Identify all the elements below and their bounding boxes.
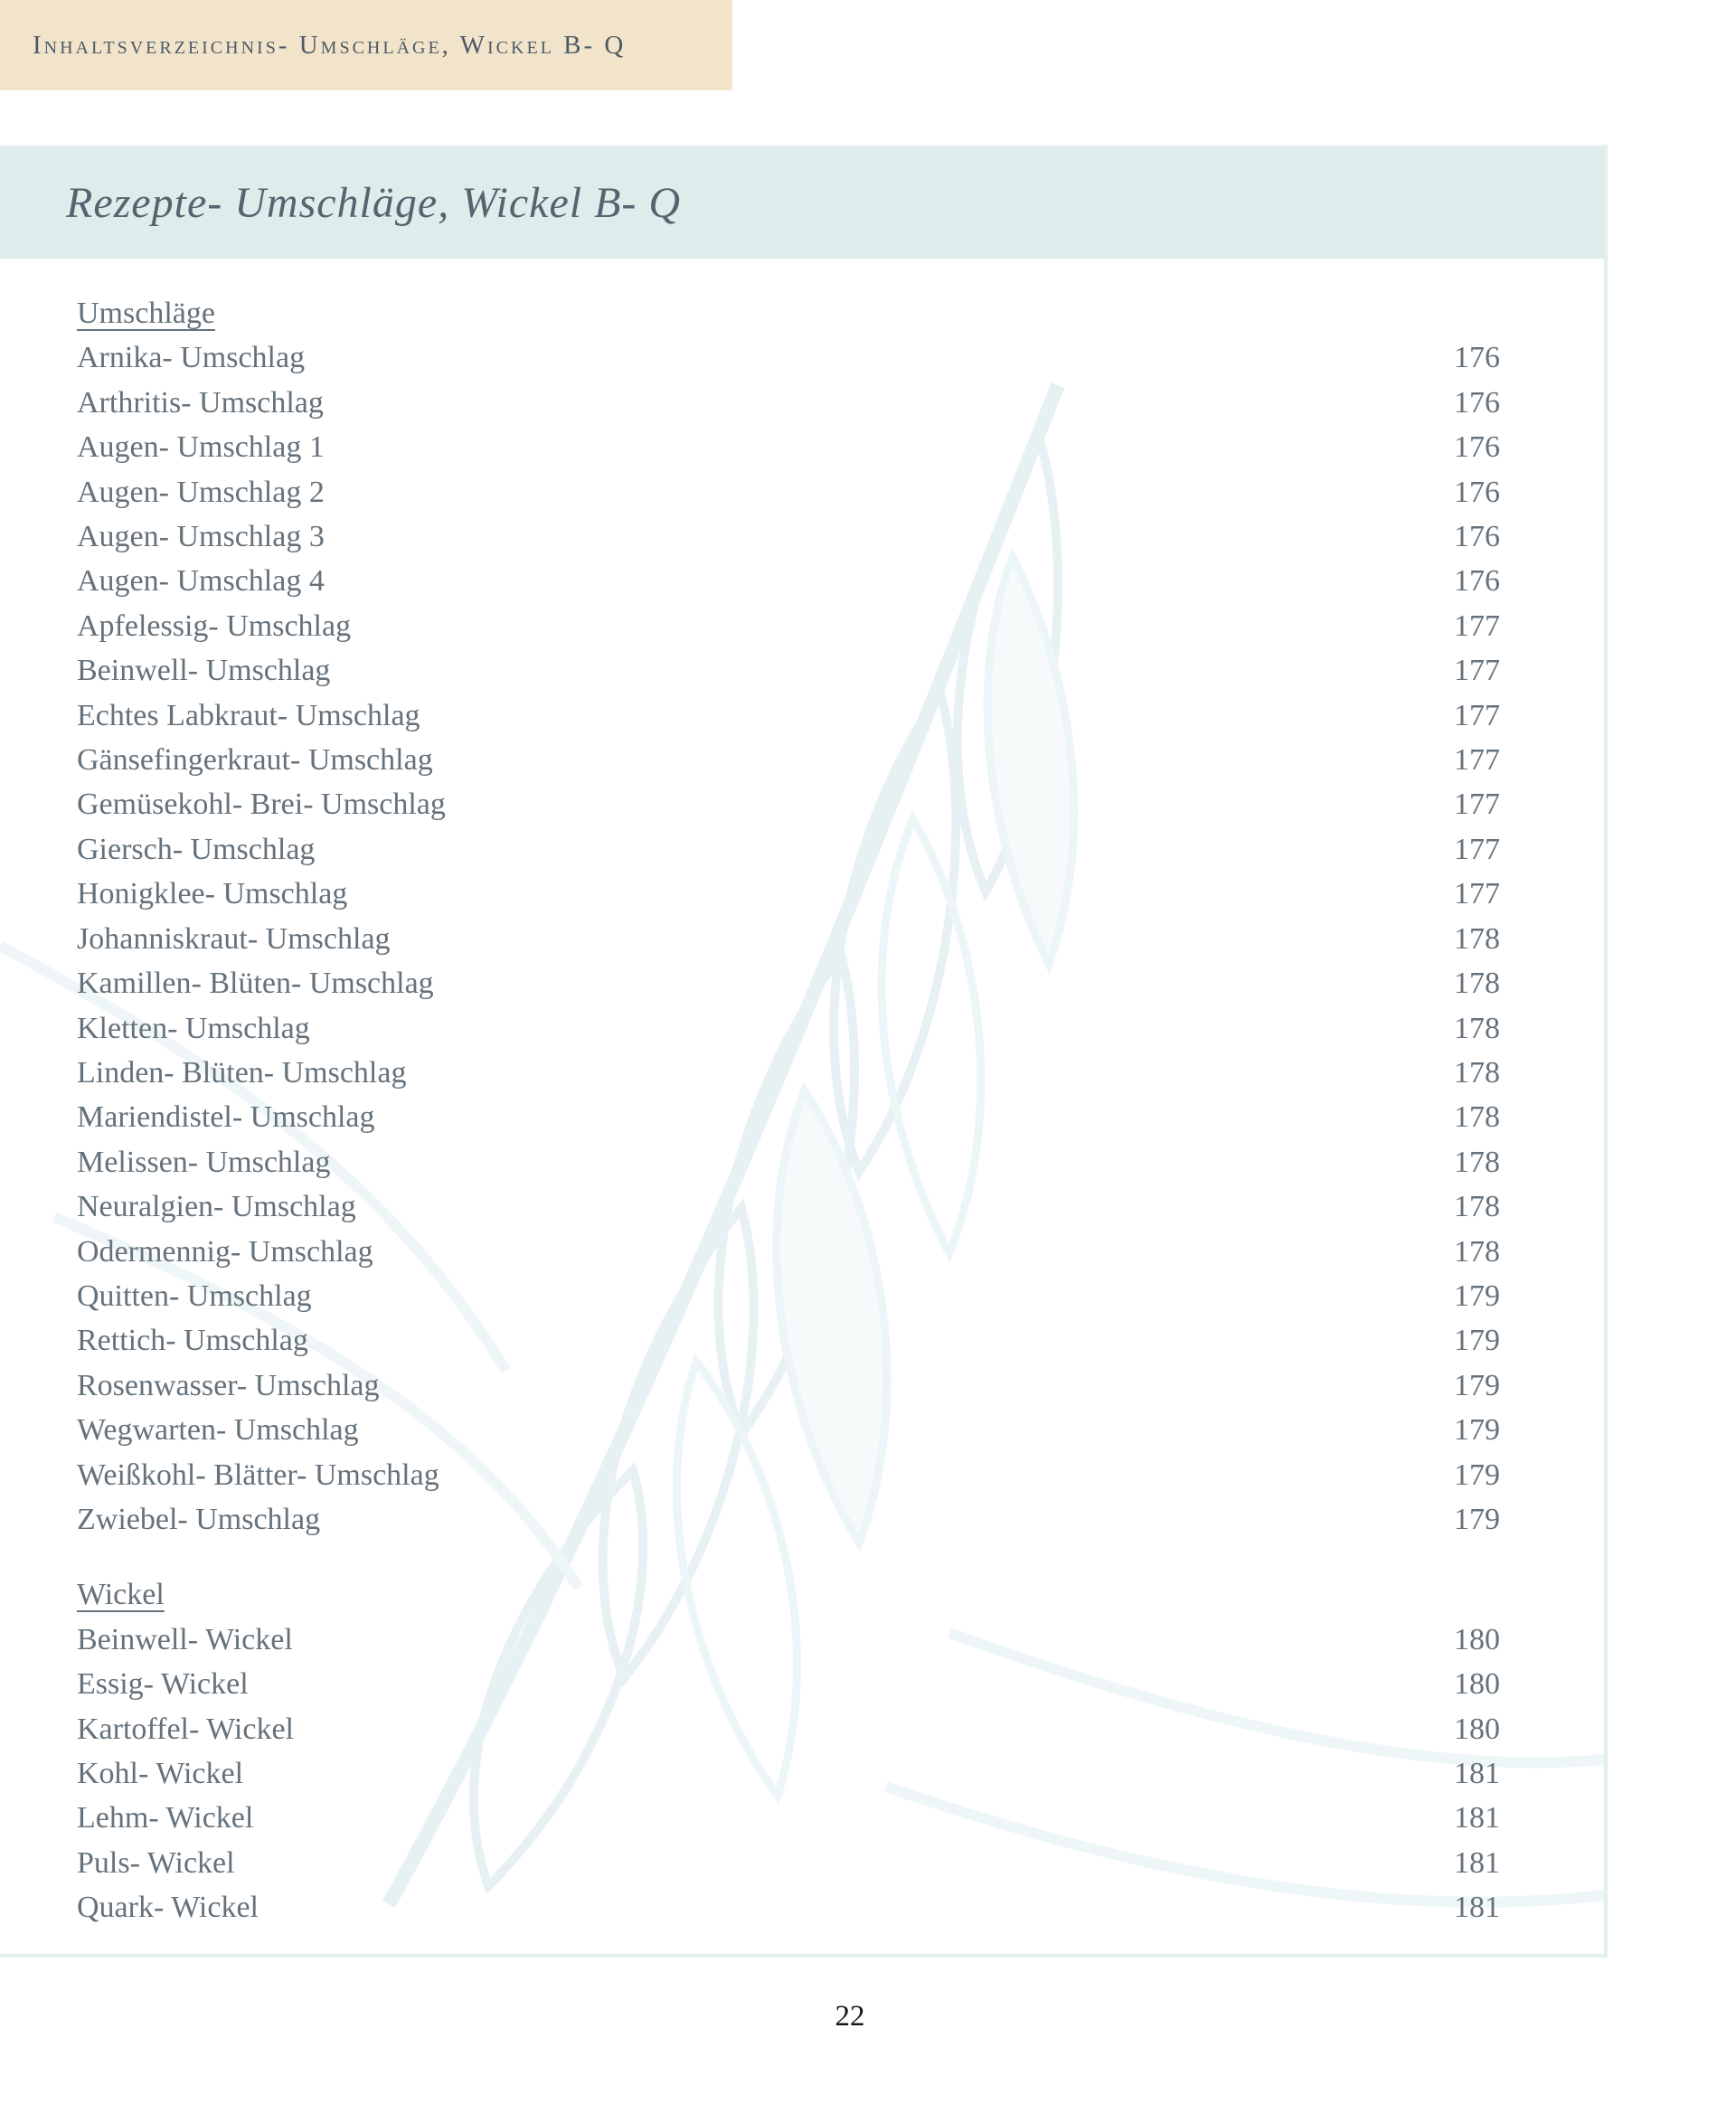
section-heading: Umschläge [77, 297, 215, 330]
toc-entry-label: Rettich- Umschlag [77, 1324, 308, 1358]
toc-entry-label: Weißkohl- Blätter- Umschlag [77, 1458, 439, 1492]
toc-entry-page: 181 [1454, 1845, 1500, 1880]
toc-entry-label: Quark- Wickel [77, 1891, 259, 1925]
toc-row [77, 872, 1500, 916]
section-heading: Wickel [77, 1578, 165, 1612]
toc-entry-page: 181 [1454, 1801, 1500, 1835]
toc [77, 291, 1500, 1930]
toc-entry-page: 178 [1454, 1011, 1500, 1045]
header-band [0, 0, 732, 90]
content-panel [0, 145, 1608, 1958]
toc-row [77, 1230, 1500, 1274]
toc-entry-page: 179 [1454, 1324, 1500, 1358]
toc-entry-label: Johanniskraut- Umschlag [77, 921, 391, 956]
toc-row [77, 604, 1500, 648]
toc-row [77, 1662, 1500, 1706]
toc-entry-label: Arthritis- Umschlag [77, 385, 324, 420]
toc-entry-page: 177 [1454, 832, 1500, 866]
toc-entry-label: Kamillen- Blüten- Umschlag [77, 967, 434, 1001]
toc-entry-page: 176 [1454, 475, 1500, 509]
toc-row [77, 1363, 1500, 1408]
toc-row [77, 917, 1500, 961]
toc-row [77, 514, 1500, 559]
toc-row [77, 1051, 1500, 1095]
page-title-banner [0, 145, 1604, 259]
toc-entry-page: 179 [1454, 1413, 1500, 1448]
toc-entry-label: Augen- Umschlag 2 [77, 475, 325, 509]
toc-row [77, 335, 1500, 380]
toc-row [77, 1885, 1500, 1929]
toc-section [77, 1572, 1500, 1929]
toc-entry-label: Beinwell- Wickel [77, 1622, 293, 1656]
toc-entry-page: 177 [1454, 788, 1500, 822]
toc-entry-label: Kohl- Wickel [77, 1757, 244, 1790]
toc-entry-label: Quitten- Umschlag [77, 1278, 312, 1313]
toc-row [77, 470, 1500, 514]
toc-entry-label: Kletten- Umschlag [77, 1011, 310, 1045]
toc-entry-label: Zwiebel- Umschlag [77, 1502, 321, 1536]
toc-entry-label: Honigklee- Umschlag [77, 877, 348, 911]
toc-entry-page: 177 [1454, 654, 1500, 688]
toc-entry-page: 176 [1454, 341, 1500, 375]
toc-entry-page: 176 [1454, 564, 1500, 599]
toc-entry-label: Melissen- Umschlag [77, 1145, 331, 1179]
toc-entry-label: Arnika- Umschlag [77, 341, 306, 375]
toc-row [77, 1497, 1500, 1542]
toc-entry-label: Gänsefingerkraut- Umschlag [77, 743, 433, 778]
toc-row [77, 1274, 1500, 1318]
toc-entry-page: 177 [1454, 609, 1500, 643]
toc-entry-label: Essig- Wickel [77, 1667, 249, 1702]
toc-row [77, 827, 1500, 872]
toc-row [77, 782, 1500, 826]
toc-row [77, 1796, 1500, 1840]
toc-row [77, 1006, 1500, 1051]
toc-row [77, 1751, 1500, 1796]
toc-entry-page: 178 [1454, 1145, 1500, 1179]
toc-entry-page: 180 [1454, 1622, 1500, 1656]
toc-entry-page: 177 [1454, 698, 1500, 732]
toc-entry-page: 181 [1454, 1757, 1500, 1790]
toc-entry-label: Apfelessig- Umschlag [77, 609, 352, 643]
footer-page-number: 22 [835, 2000, 865, 2033]
page-title: Rezepte- Umschläge, Wickel B- Q [66, 178, 682, 227]
toc-entry-page: 180 [1454, 1667, 1500, 1702]
toc-entry-page: 179 [1454, 1368, 1500, 1402]
toc-entry-page: 181 [1454, 1891, 1500, 1925]
toc-entry-label: Beinwell- Umschlag [77, 654, 331, 688]
toc-entry-page: 179 [1454, 1278, 1500, 1313]
toc-entry-page: 177 [1454, 877, 1500, 911]
toc-row [77, 1095, 1500, 1139]
toc-entry-label: Augen- Umschlag 1 [77, 430, 325, 465]
toc-entry-label: Augen- Umschlag 4 [77, 564, 325, 599]
toc-row [77, 1618, 1500, 1662]
toc-entry-label: Mariendistel- Umschlag [77, 1100, 375, 1135]
toc-entry-page: 179 [1454, 1458, 1500, 1492]
toc-entry-label: Augen- Umschlag 3 [77, 520, 325, 554]
toc-row [77, 1184, 1500, 1229]
toc-entry-label: Gemüsekohl- Brei- Umschlag [77, 788, 446, 822]
header-tab-label: Inhaltsverzeichnis- Umschläge, Wickel B- Q [33, 30, 627, 60]
toc-row [77, 648, 1500, 693]
toc-section [77, 291, 1500, 1542]
toc-row [77, 693, 1500, 738]
toc-entry-label: Linden- Blüten- Umschlag [77, 1055, 407, 1090]
toc-row [77, 738, 1500, 782]
toc-entry-label: Puls- Wickel [77, 1845, 235, 1880]
toc-entry-label: Giersch- Umschlag [77, 832, 316, 866]
toc-row [77, 381, 1500, 425]
toc-row [77, 1318, 1500, 1363]
toc-row [77, 559, 1500, 603]
toc-entry-label: Wegwarten- Umschlag [77, 1413, 359, 1448]
toc-entry-page: 178 [1454, 1234, 1500, 1269]
toc-entry-page: 178 [1454, 1100, 1500, 1135]
toc-entry-page: 176 [1454, 430, 1500, 465]
toc-entry-page: 178 [1454, 1055, 1500, 1090]
toc-row [77, 1140, 1500, 1184]
toc-entry-page: 177 [1454, 743, 1500, 778]
toc-entry-label: Kartoffel- Wickel [77, 1712, 294, 1746]
toc-row [77, 425, 1500, 469]
toc-entry-label: Echtes Labkraut- Umschlag [77, 698, 420, 732]
toc-row [77, 1841, 1500, 1885]
toc-entry-page: 178 [1454, 967, 1500, 1001]
toc-entry-label: Neuralgien- Umschlag [77, 1190, 356, 1224]
toc-entry-page: 179 [1454, 1502, 1500, 1536]
toc-entry-page: 176 [1454, 385, 1500, 420]
toc-row [77, 1453, 1500, 1497]
toc-entry-label: Rosenwasser- Umschlag [77, 1368, 380, 1402]
toc-row [77, 961, 1500, 1005]
toc-entry-label: Odermennig- Umschlag [77, 1234, 373, 1269]
toc-entry-label: Lehm- Wickel [77, 1801, 254, 1835]
toc-row [77, 1408, 1500, 1452]
toc-entry-page: 178 [1454, 921, 1500, 956]
toc-entry-page: 180 [1454, 1712, 1500, 1746]
toc-row [77, 1707, 1500, 1751]
toc-entry-page: 176 [1454, 520, 1500, 554]
toc-entry-page: 178 [1454, 1190, 1500, 1224]
